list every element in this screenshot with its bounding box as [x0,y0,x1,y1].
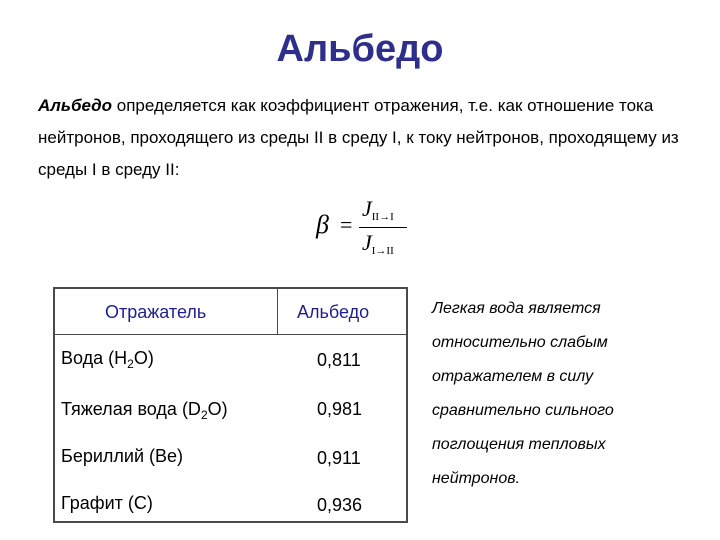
note-text [432,292,692,496]
row-name-subscript: 2 [127,357,134,371]
row-name-text: Вода (H [61,348,128,368]
albedo-formula [316,198,456,264]
formula-numerator [362,196,394,223]
header-divider [55,334,406,335]
row-value: 0,936 [317,495,363,515]
column-divider [277,289,278,334]
row-name [61,493,153,516]
row-name-subscript: 2 [200,408,208,422]
albedo-table [53,287,408,523]
row-name-text: Графит (C) [61,493,153,513]
formula-denominator [362,230,394,257]
row-name [61,399,228,422]
note-line: поглощения тепловых [432,436,606,453]
formula-equals: = [340,212,353,237]
row-name-text: Тяжелая вода (D [61,399,201,419]
row-value: 0,981 [317,399,363,419]
denominator-subscript: I→II [371,245,394,257]
formula-beta: β [316,210,329,239]
header-albedo: Альбедо [297,302,370,322]
numerator-subscript: II→I [371,211,394,223]
row-name [61,348,154,371]
row-name-text: Бериллий (Be) [61,446,184,466]
row-name-text-end: O) [133,348,154,368]
row-value: 0,811 [317,350,361,370]
definition-paragraph [38,90,708,186]
definition-text: определяется как коэффициент отражения, т.е. как отношение тока нейтронов, проходящего из среды II в среду I, к току нейтронов, проходящему из среды I в среду II: [38,96,679,179]
note-line: сравнительно сильного [432,402,614,419]
note-line: Легкая вода является [432,300,601,317]
row-name-text-end: O) [207,399,228,419]
header-reflector: Отражатель [105,302,207,322]
definition-term: Альбедо [38,96,113,115]
note-line: нейтронов. [432,470,521,487]
row-value: 0,911 [317,448,361,468]
note-line: относительно слабым [432,334,608,351]
note-line: отражателем в силу [432,368,594,385]
fraction-bar [359,227,407,228]
numerator-variable: J [362,196,372,221]
page-title: Альбедо [276,28,444,70]
row-name [61,446,183,469]
denominator-variable: J [362,230,372,255]
